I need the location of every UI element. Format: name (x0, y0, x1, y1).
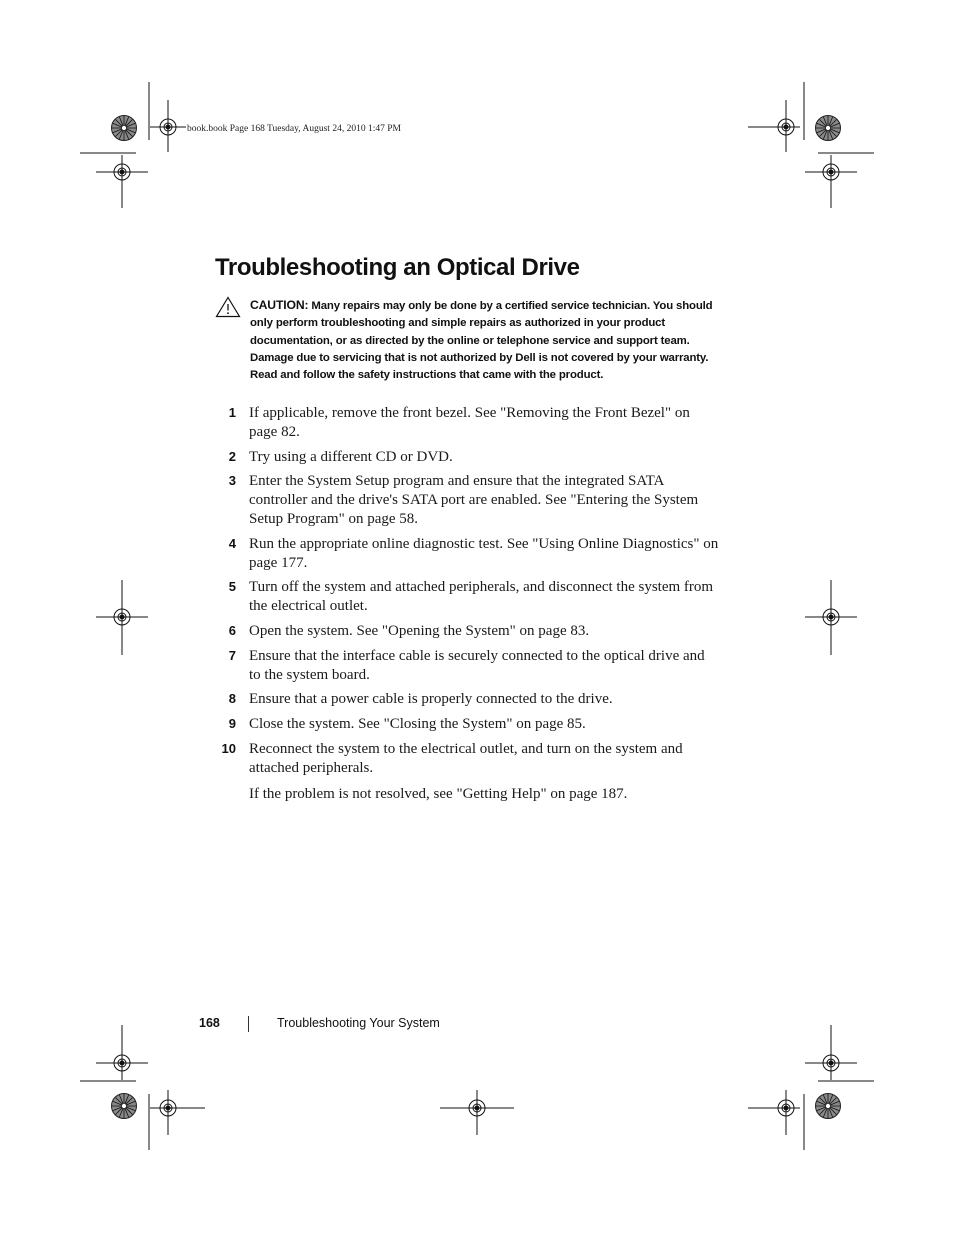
step-item (0, 740, 954, 778)
step-item (0, 715, 954, 734)
step-number: 3 (228, 473, 236, 489)
step-text: Run the appropriate online diagnostic test. See "Using Online Diagnostics" on page 177. (249, 535, 719, 571)
step-number: 1 (228, 405, 236, 420)
step-item (0, 448, 954, 467)
step-text: Close the system. See "Closing the System" on page 85. (249, 716, 586, 733)
step-text: Enter the System Setup program and ensure that the integrated SATA controller and the drive's SATA port are enabled. See "Entering the System Setup Program" on page 58. (249, 473, 699, 527)
step-number: 8 (228, 691, 236, 707)
closing-note: If the problem is not resolved, see "Getting Help" on page 187. (249, 785, 628, 802)
step-item (0, 472, 954, 528)
caution-label: CAUTION: (250, 298, 309, 312)
footer-divider (248, 1016, 249, 1032)
page-title: Troubleshooting an Optical Drive (215, 254, 580, 281)
step-item (0, 690, 954, 709)
step-text: Turn off the system and attached peripherals, and disconnect the system from the electrical outlet. (249, 579, 714, 615)
step-text: If applicable, remove the front bezel. See "Removing the Front Bezel" on page 82. (249, 405, 690, 440)
step-item (0, 578, 954, 616)
caution-icon (215, 296, 241, 318)
step-number: 5 (228, 579, 236, 595)
troubleshooting-steps (0, 404, 954, 803)
step-text: Open the system. See "Opening the System" on page 83. (249, 622, 590, 639)
step-number: 4 (228, 535, 236, 551)
step-text: Reconnect the system to the electrical outlet, and turn on the system and attached peripherals. (249, 740, 683, 776)
page-number: 168 (199, 1016, 220, 1030)
step-item (0, 622, 954, 641)
step-text: Ensure that a power cable is properly connected to the drive. (249, 691, 613, 708)
step-number: 9 (228, 716, 236, 732)
footer-section-title: Troubleshooting Your System (277, 1016, 440, 1030)
step-item (0, 647, 954, 685)
step-item (0, 404, 954, 442)
step-text: Ensure that the interface cable is securely connected to the optical drive and to the system board. (249, 647, 705, 683)
step-text: Try using a different CD or DVD. (249, 448, 453, 465)
step-number: 7 (228, 647, 236, 663)
caution-text: Many repairs may only be done by a certified service technician. You should only perform troubleshooting and simple repairs as authorized in your product documentation, or as directed by the online or telephone service and support team. Damage due to servicing that is not authorized by Dell is not covered by your warranty. Read and follow the safety instructions that came with the product. (250, 300, 713, 382)
step-item (0, 535, 954, 573)
step-number: 2 (228, 448, 236, 464)
step-number: 6 (228, 622, 236, 638)
step-number: 10 (221, 740, 236, 756)
print-header: book.book Page 168 Tuesday, August 24, 2010 1:47 PM (187, 124, 401, 134)
caution-notice (250, 297, 720, 384)
